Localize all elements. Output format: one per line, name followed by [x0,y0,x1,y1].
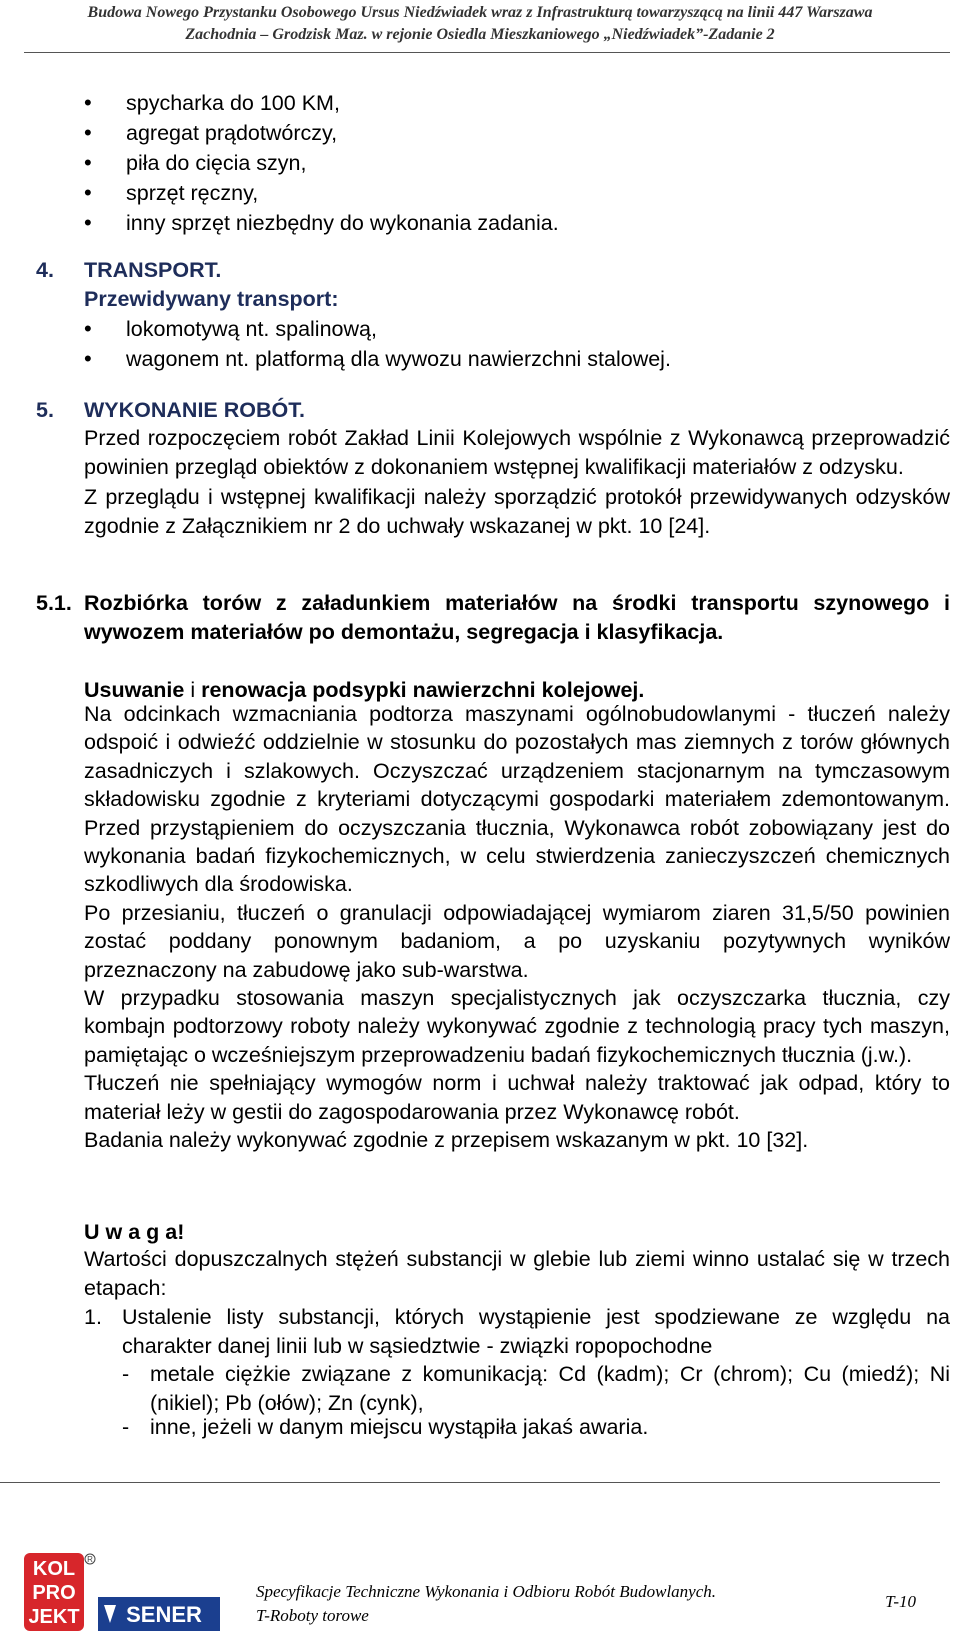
list-item: • piła do cięcia szyn, [84,148,559,178]
note-item-number: 1. [84,1305,102,1329]
subtitle-part: renowacja podsypki nawierzchni kolejowej. [201,678,645,702]
section-title: Rozbiórka torów z załadunkiem materiałów na środki transportu szynowego i wywozem materiałów po demontażu, segregacja i klasyfikacja. [84,591,950,645]
logo-text-line: JEKT [28,1606,80,1628]
section-number: 5.1. [36,591,72,615]
paragraph: Przed rozpoczęciem robót Zakład Linii Kolejowych wspólnie z Wykonawcą przeprowadzić powinien przegląd obiektów z dokonaniem wstępnej kwalifikacji materiałów z odzysku. [84,426,950,480]
section-5-body [84,424,950,542]
subtitle-part: i [184,678,202,702]
paragraph: W przypadku stosowania maszyn specjalistycznych jak oczyszczarka tłucznia, czy kombajn podtorzowy roboty należy wykonywać zgodnie z technologią pracy tych maszyn, pamiętając o wcześniejszym przeprowadzeniu badań fizykochemicznych tłucznia (j.w.). [84,986,950,1067]
page-number: T-10 [885,1592,916,1611]
section-number: 4. [36,258,54,282]
paragraph: Na odcinkach wzmacniania podtorza maszynami ogólnobudowlanymi - tłuczeń należy odspoić i odwieźć oddzielnie w stosunku do pozostałych mas ziemnych z torów głównych zasadniczych i szlakowych. Oczyszczać urządzeniem stacjonarnym na tymczasowym składowisku zgodnie z kryteriami dotyczącymi gospodarki materiałem zdemontowanym. Przed przystąpieniem do oczyszczania tłucznia, Wykonawca robót zobowiązany jest do wykonania badań fizykochemicznych, w celu stwierdzenia zanieczyszczeń chemicznych szkodliwych dla środowiska. [84,702,950,897]
subtitle-part: Usuwanie [84,678,185,702]
dash-item: inne, jeżeli w danym miejscu wystąpiła jakaś awaria. [150,1415,649,1439]
dash-item: metale ciężkie związane z komunikacją: Cd (kadm); Cr (chrom); Cu (miedź); Ni (nikiel); Pb (ołów); Zn (cynk), [150,1362,950,1416]
header-divider [24,52,950,53]
list-item: • inny sprzęt niezbędny do wykonania zadania. [84,208,559,238]
footer-line-1: Specyfikacje Techniczne Wykonania i Odbioru Robót Budowlanych. [256,1582,717,1601]
note-title: U w a g a! [84,1220,185,1244]
section-title: WYKONANIE ROBÓT. [84,398,305,422]
section-5-1-body [84,700,950,1155]
paragraph: Z przeglądu i wstępnej kwalifikacji należy sporządzić protokół przewidywanych odzysków zgodnie z Załącznikiem nr 2 do uchwały wskazanej w pkt. 10 [24]. [84,484,950,539]
list-item: • agregat prądotwórczy, [84,118,559,148]
transport-list [84,314,671,374]
section-title: TRANSPORT. [84,258,222,282]
sener-logo-text: SENER [126,1602,202,1627]
running-header [24,2,936,46]
header-line-1: Budowa Nowego Przystanku Osobowego Ursus Niedźwiadek wraz z Infrastrukturą towarzyszącą na linii 447 Warszawa [87,4,873,21]
header-line-2: Zachodnia – Grodzisk Maz. w rejonie Osiedla Mieszkaniowego „Niedźwiadek”-Zadanie 2 [185,26,775,43]
kolprojekt-logo [24,1553,222,1631]
paragraph: Tłuczeń nie spełniający wymogów norm i uchwał należy traktować jak odpad, który to materiał leży w gestii do zagospodarowania przez Wykonawcę robót. [84,1071,950,1124]
footer-text [256,1580,716,1628]
section-subtitle: Przewidywany transport: [84,287,339,311]
list-item: • spycharka do 100 KM, [84,88,559,118]
section-number: 5. [36,398,54,422]
footer-divider [0,1482,940,1483]
logo-text-line: PRO [32,1582,76,1604]
dash-marker: - [122,1362,130,1386]
equipment-list [84,88,559,238]
list-item: • wagonem nt. platformą dla wywozu nawierzchni stalowej. [84,344,671,374]
dash-marker: - [122,1415,130,1439]
list-item: • lokomotywą nt. spalinową, [84,314,671,344]
note-text: Wartości dopuszczalnych stężeń substancji w glebie lub ziemi winno ustalać się w trzech etapach: [84,1247,950,1301]
registered-mark: R [87,1555,93,1564]
paragraph: Badania należy wykonywać zgodnie z przepisem wskazanym w pkt. 10 [32]. [84,1128,809,1153]
note-item-text: Ustalenie listy substancji, których wystąpienie jest spodziewane ze względu na charakter danej linii lub w sąsiedztwie - związki ropopochodne [122,1305,950,1359]
logo-text-line: KOL [32,1558,76,1580]
footer-line-2: T-Roboty torowe [256,1606,369,1625]
paragraph: Po przesianiu, tłuczeń o granulacji odpowiadającej wymiarom ziaren 31,5/50 powinien zostać poddany ponownym badaniom, a po uzyskaniu pozytywnych wyników przeznaczony na zabudowę jako sub-warstwa. [84,900,950,982]
company-logos [24,1553,222,1631]
list-item: • sprzęt ręczny, [84,178,559,208]
